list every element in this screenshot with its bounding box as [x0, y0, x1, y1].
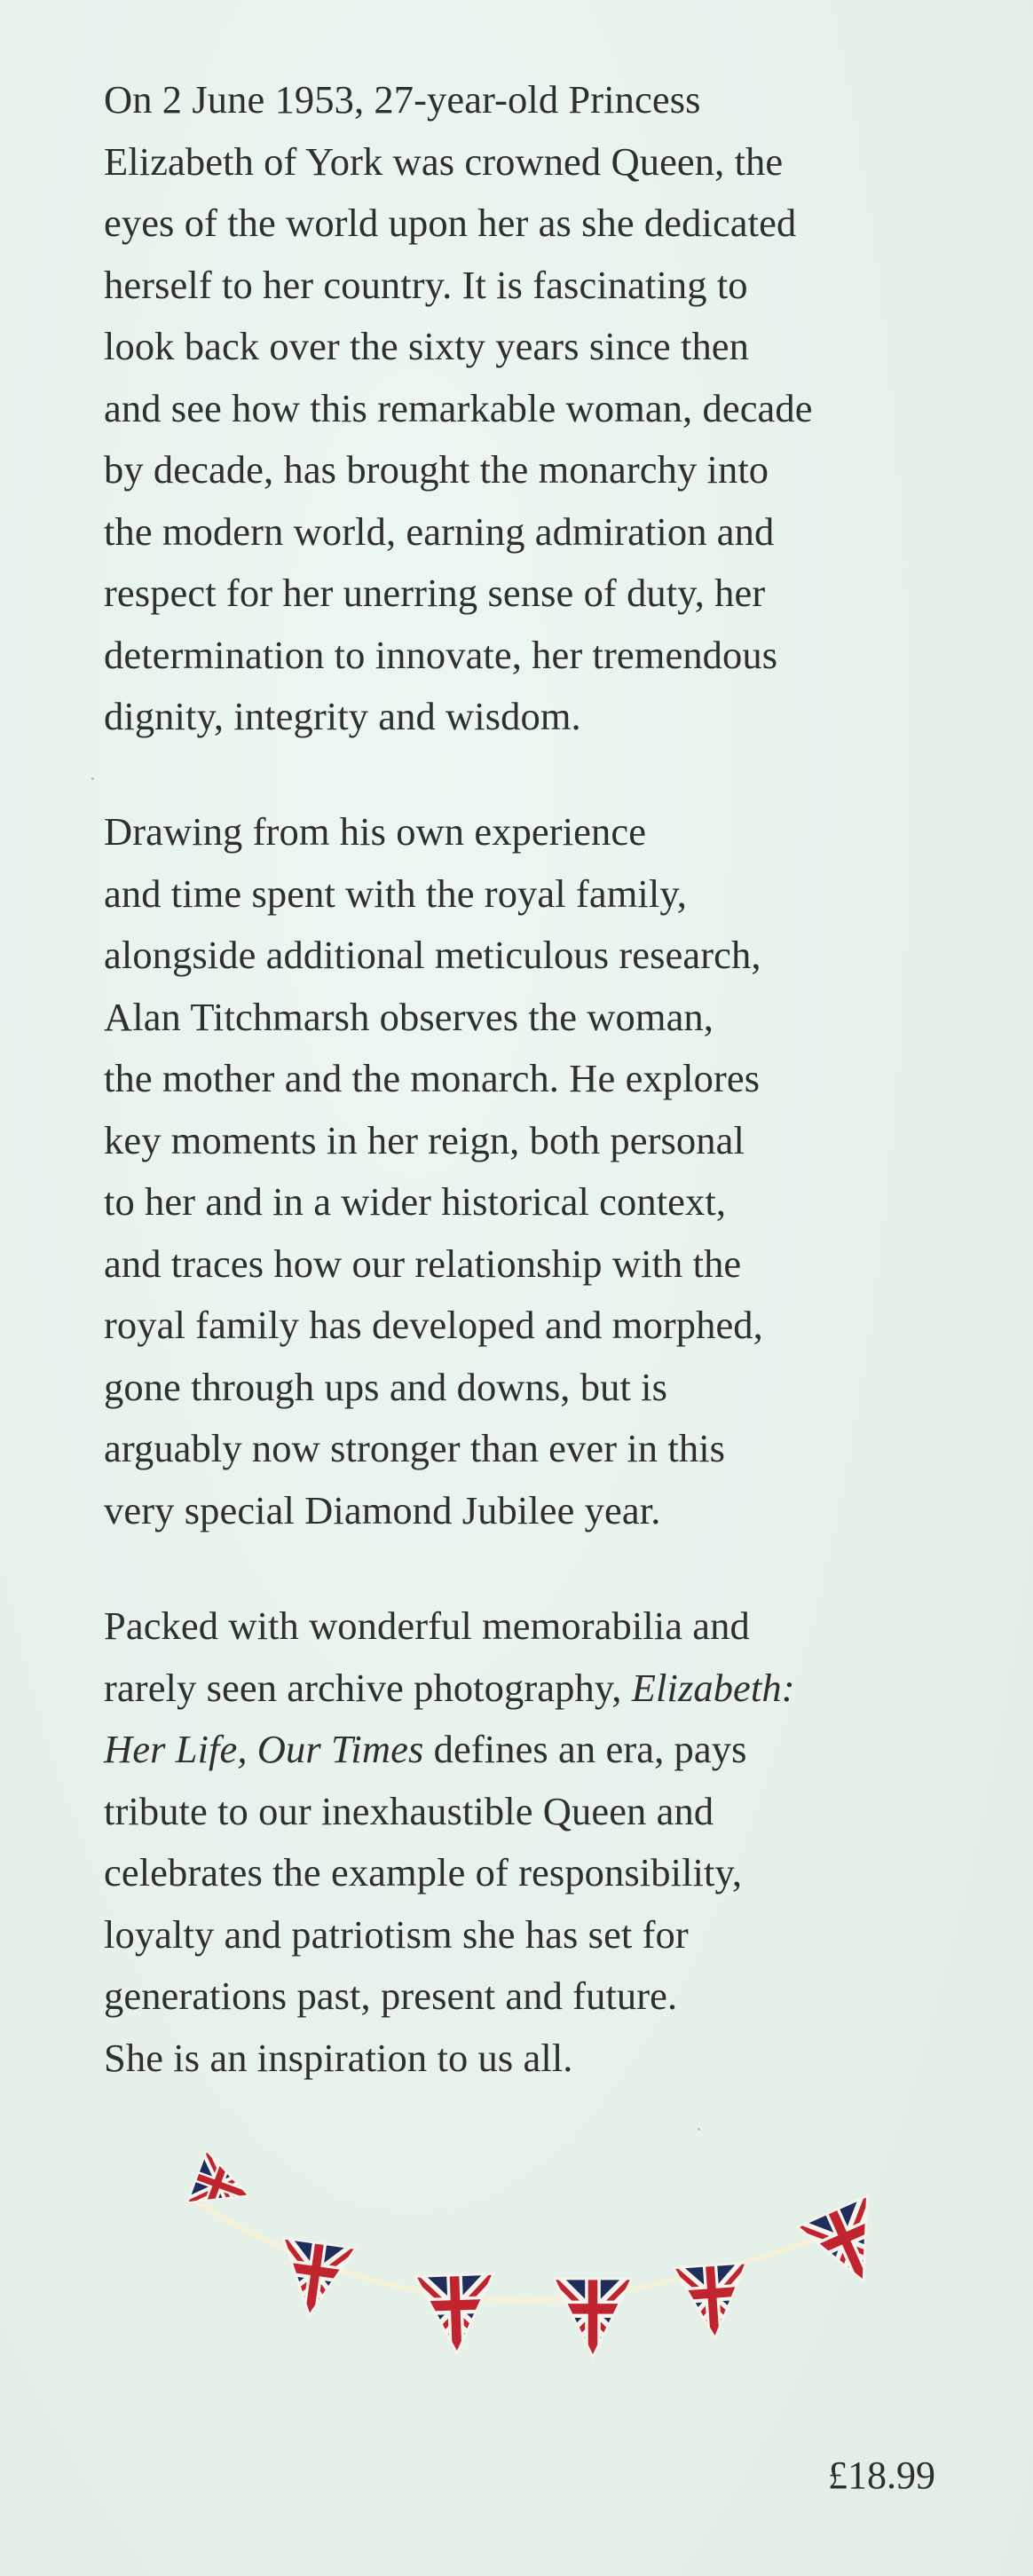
- text-line: [104, 1719, 795, 1781]
- text-line: and time spent with the royal family,: [104, 870, 688, 916]
- flag-4: [546, 2271, 640, 2365]
- text-line: eyes of the world upon her as she dedicated: [104, 201, 797, 245]
- text-line: to her and in a wider historical context,: [104, 1179, 727, 1224]
- text-line: by decade, has brought the monarchy into: [104, 447, 769, 492]
- flag-5: [666, 2255, 759, 2348]
- text-fragment: defines an era, pays: [423, 1727, 747, 1771]
- text-line: Drawing from his own experience: [104, 809, 647, 854]
- price-label: £18.99: [828, 2454, 935, 2497]
- text-line: the mother and the monarch. He explores: [104, 1056, 761, 1100]
- book-title-italic: Elizabeth:: [631, 1665, 795, 1710]
- paragraph-author: [104, 801, 763, 1541]
- text-line: Elizabeth of York was crowned Queen, the: [104, 138, 784, 184]
- paper-speck: [91, 777, 94, 780]
- text-line: herself to her country. It is fascinating to: [104, 262, 748, 307]
- text-line: She is an inspiration to us all.: [104, 2035, 573, 2080]
- text-line: tribute to our inexhaustible Queen and: [104, 1788, 714, 1833]
- text-line: respect for her unerring sense of duty, her: [104, 571, 766, 615]
- text-line: [104, 1658, 795, 1720]
- text-line: very special Diamond Jubilee year.: [104, 1487, 661, 1532]
- text-line: the modern world, earning admiration and: [104, 508, 775, 554]
- text-line: dignity, integrity and wisdom.: [104, 694, 581, 738]
- text-line: generations past, present and future.: [104, 1973, 678, 2018]
- text-line: Packed with wonderful memorabilia and: [104, 1603, 750, 1648]
- text-line: arguably now stronger than ever in this: [104, 1426, 726, 1470]
- text-line: and see how this remarkable woman, decade: [104, 385, 813, 430]
- text-line: On 2 June 1953, 27-year-old Princess: [104, 77, 701, 122]
- paragraph-coronation: [104, 69, 813, 748]
- text-line: loyalty and patriotism she has set for: [104, 1911, 689, 1957]
- text-line: royal family has developed and morphed,: [104, 1303, 763, 1347]
- union-jack-bunting-icon: [0, 2130, 1033, 2431]
- text-line: and traces how our relationship with the: [104, 1241, 742, 1286]
- paragraph-book-summary: [104, 1595, 795, 2089]
- text-line: determination to innovate, her tremendous: [104, 632, 778, 677]
- text-line: Alan Titchmarsh observes the woman,: [104, 994, 714, 1039]
- text-fragment: rarely seen archive photography,: [104, 1665, 632, 1710]
- flag-6: [787, 2186, 908, 2306]
- text-line: gone through ups and downs, but is: [104, 1364, 668, 1409]
- text-line: celebrates the example of responsibility,: [104, 1850, 743, 1895]
- book-title-italic: Her Life, Our Times: [104, 1727, 424, 1771]
- flag-3: [407, 2265, 504, 2362]
- text-line: alongside additional meticulous research,: [104, 933, 761, 977]
- text-line: look back over the sixty years since then: [104, 324, 750, 368]
- text-line: key moments in her reign, both personal: [104, 1117, 745, 1162]
